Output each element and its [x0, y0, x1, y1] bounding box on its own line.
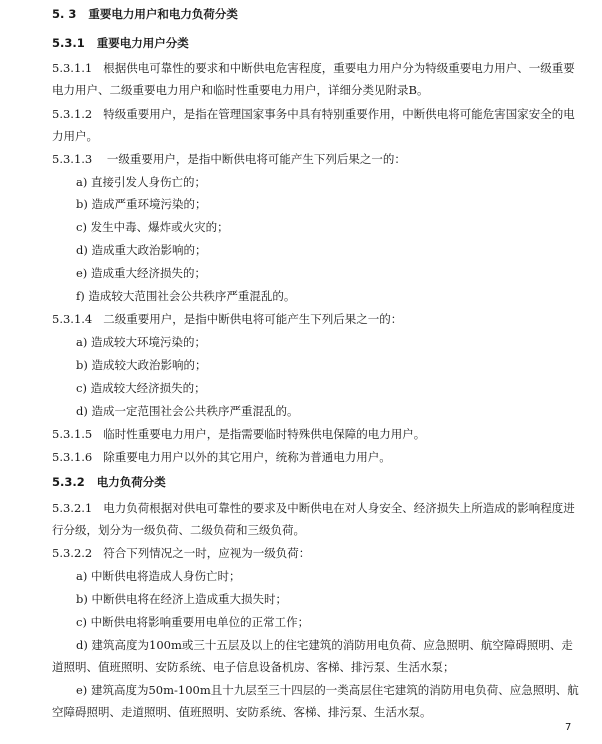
clause-5-3-1-4: 5.3.1.4 二级重要用户，是指中断供电将可能产生下列后果之一的：	[52, 312, 403, 326]
clause-5-3-1-2: 5.3.1.2 特级重要用户，是指在管理国家事务中具有特别重要作用，中断供电将可能危害国家安全的电	[52, 107, 575, 121]
clause-continuation: 空障碍照明、走道照明、值班照明、安防系统、客梯、排污泵、生活水泵。	[52, 705, 432, 719]
list-item: f) 造成较大范围社会公共秩序严重混乱的。	[76, 289, 296, 303]
list-item: b) 中断供电将在经济上造成重大损失时；	[76, 592, 288, 606]
section-heading-5-3-2: 5.3.2 电力负荷分类	[52, 475, 166, 489]
list-item: b) 造成较大政治影响的；	[76, 358, 207, 372]
clause-continuation: 电力用户、二级重要电力用户和临时性重要电力用户，详细分类见附录B。	[52, 83, 429, 97]
list-item: a) 直接引发人身伤亡的；	[76, 175, 206, 189]
list-item: c) 中断供电将影响重要用电单位的正常工作；	[76, 615, 310, 629]
list-item: e) 造成重大经济损失的；	[76, 266, 206, 280]
clause-continuation: 行分级，划分为一级负荷、二级负荷和三级负荷。	[52, 523, 305, 537]
list-item: c) 发生中毒、爆炸或火灾的；	[76, 220, 229, 234]
clause-5-3-1-6: 5.3.1.6 除重要电力用户以外的其它用户，统称为普通电力用户。	[52, 450, 391, 464]
section-heading-5-3: 5. 3 重要电力用户和电力负荷分类	[52, 7, 238, 21]
clause-5-3-1-1: 5.3.1.1 根据供电可靠性的要求和中断供电危害程度，重要电力用户分为特级重要电力用户、一级重要	[52, 61, 575, 75]
list-item: c) 造成较大经济损失的；	[76, 381, 206, 395]
list-item: a) 中断供电将造成人身伤亡时；	[76, 569, 241, 583]
clause-continuation: 力用户。	[52, 129, 98, 143]
list-item: d) 造成重大政治影响的；	[76, 243, 207, 257]
clause-5-3-2-1: 5.3.2.1 电力负荷根据对供电可靠性的要求及中断供电在对人身安全、经济损失上所造成的影响程度进	[52, 501, 575, 515]
section-heading-5-3-1: 5.3.1 重要电力用户分类	[52, 36, 189, 50]
clause-5-3-1-3: 5.3.1.3 一级重要用户，是指中断供电将可能产生下列后果之一的：	[52, 152, 406, 166]
page-number: 7	[565, 722, 572, 733]
clause-5-3-1-5: 5.3.1.5 临时性重要电力用户，是指需要临时特殊供电保障的电力用户。	[52, 427, 426, 441]
clause-continuation: 道照明、值班照明、安防系统、电子信息设备机房、客梯、排污泵、生活水泵；	[52, 660, 455, 674]
list-item: d) 造成一定范围社会公共秩序严重混乱的。	[76, 404, 299, 418]
list-item: b) 造成严重环境污染的；	[76, 197, 207, 211]
list-item: a) 造成较大环境污染的；	[76, 335, 206, 349]
list-item: e) 建筑高度为50m-100m且十九层至三十四层的一类高层住宅建筑的消防用电负荷、应急照明、航	[76, 683, 579, 697]
list-item: d) 建筑高度为100m或三十五层及以上的住宅建筑的消防用电负荷、应急照明、航空障碍照明、走	[76, 638, 573, 652]
clause-5-3-2-2: 5.3.2.2 符合下列情况之一时，应视为一级负荷：	[52, 546, 311, 560]
